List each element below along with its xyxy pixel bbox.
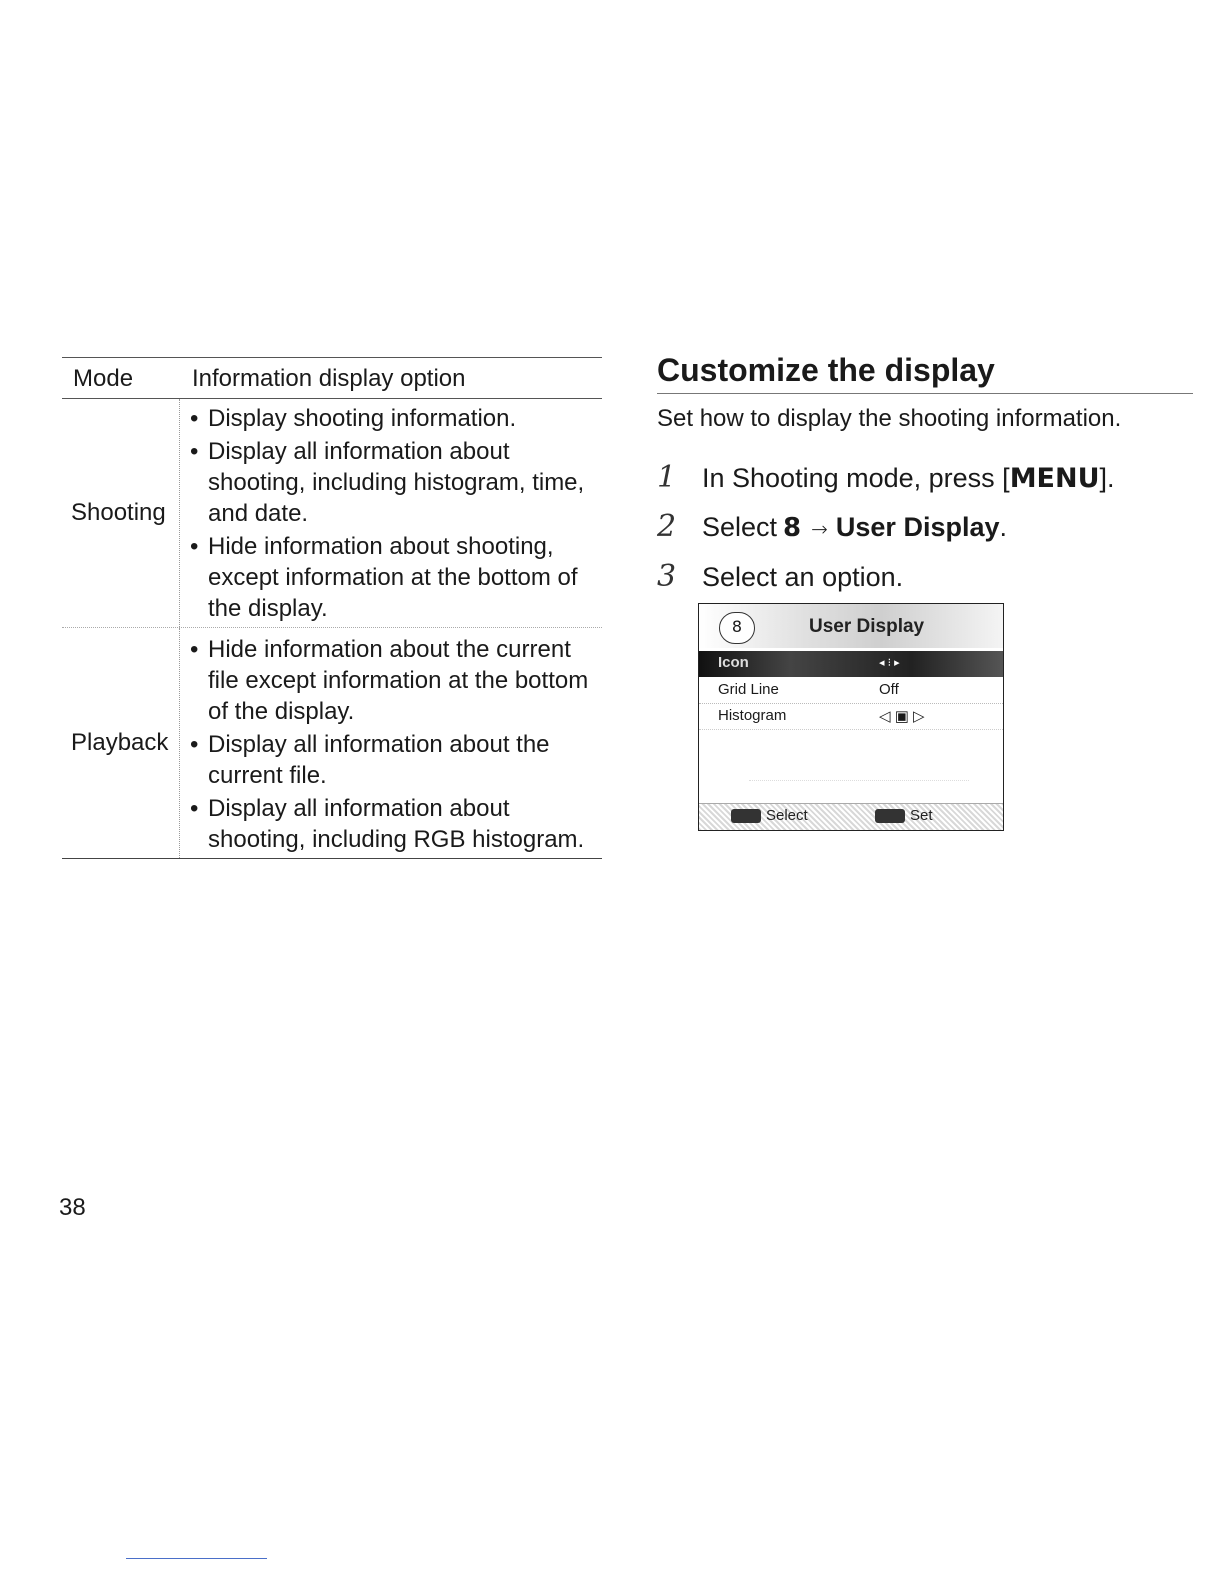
option-text: Hide information about shooting, except information at the bottom of the display. (208, 533, 578, 622)
menu-key-label: MENU (1009, 463, 1100, 494)
screen-menu-row-grid-line (699, 678, 1003, 704)
title-underline (657, 393, 1193, 394)
info-display-table (62, 357, 602, 859)
step-number: 2 (657, 509, 677, 544)
option-item (180, 729, 602, 791)
step-number: 1 (657, 460, 677, 495)
header-mode: Mode (73, 365, 134, 392)
table-row-playback (62, 628, 602, 859)
menu-row-value: Off (879, 681, 899, 698)
option-item (180, 634, 602, 727)
bullet-icon: • (190, 636, 199, 663)
menu-row-label: Grid Line (718, 681, 779, 698)
step-3 (657, 559, 903, 594)
screen-divider (749, 780, 969, 781)
table-row-shooting (62, 399, 602, 628)
mode-cell-shooting: Shooting (62, 399, 180, 627)
options-cell-playback (180, 628, 602, 858)
option-item (180, 531, 602, 624)
step-target: User Display (835, 512, 1000, 542)
step-text: Select an option. (702, 562, 904, 592)
menu-row-value: ◁ ▣ ▷ (879, 708, 925, 725)
section-intro: Set how to display the shooting information. (657, 405, 1122, 432)
bullet-icon: • (190, 795, 199, 822)
menu-row-value: ◂ ⁝ ▸ (879, 657, 900, 669)
bullet-icon: • (190, 405, 199, 432)
arrow-right-icon: → (811, 517, 828, 541)
footer-set (875, 807, 933, 824)
menu-row-label: Histogram (718, 707, 787, 724)
footer-select-label: Select (766, 807, 808, 824)
bullet-icon: • (190, 438, 199, 465)
nav-buttons-icon (731, 809, 761, 823)
options-cell-shooting (180, 399, 602, 627)
header-info-option: Information display option (192, 365, 466, 392)
option-text: Hide information about the current file except information at the bottom of the display. (208, 636, 589, 725)
settings-tab-icon: 8 (719, 612, 755, 644)
step-number: 3 (657, 559, 677, 594)
section-title: Customize the display (657, 352, 995, 388)
footer-set-label: Set (910, 807, 933, 824)
option-text: Display shooting information. (208, 405, 517, 432)
step-text-suffix: ]. (1099, 463, 1115, 493)
footer-select (731, 807, 808, 824)
option-item (180, 793, 602, 855)
step-text-suffix: . (999, 512, 1008, 542)
option-text: Display all information about shooting, including RGB histogram. (208, 795, 585, 853)
step-1 (657, 460, 1115, 495)
step-text-prefix: Select (702, 512, 778, 542)
bullet-icon: • (190, 731, 199, 758)
mode-cell-playback: Playback (62, 628, 180, 858)
option-text: Display all information about shooting, including histogram, time, and date. (208, 438, 585, 527)
option-item (180, 436, 602, 529)
menu-row-label: Icon (718, 654, 749, 671)
screen-title: User Display (809, 616, 925, 637)
bullet-icon: • (190, 533, 199, 560)
camera-screen-illustration (698, 603, 1004, 831)
table-header (62, 357, 602, 399)
bottom-rule (126, 1558, 267, 1559)
screen-menu-row-icon (699, 651, 1003, 677)
ok-button-icon (875, 809, 905, 823)
screen-menu-row-histogram (699, 704, 1003, 730)
screen-footer (699, 803, 1003, 830)
page-number: 38 (59, 1194, 86, 1221)
step-2 (657, 509, 1007, 544)
step-text-prefix: In Shooting mode, press [ (702, 463, 1010, 493)
screen-header (699, 604, 1003, 648)
option-item (180, 403, 602, 434)
option-text: Display all information about the current file. (208, 731, 550, 789)
settings-menu-icon: 8 (783, 513, 802, 543)
